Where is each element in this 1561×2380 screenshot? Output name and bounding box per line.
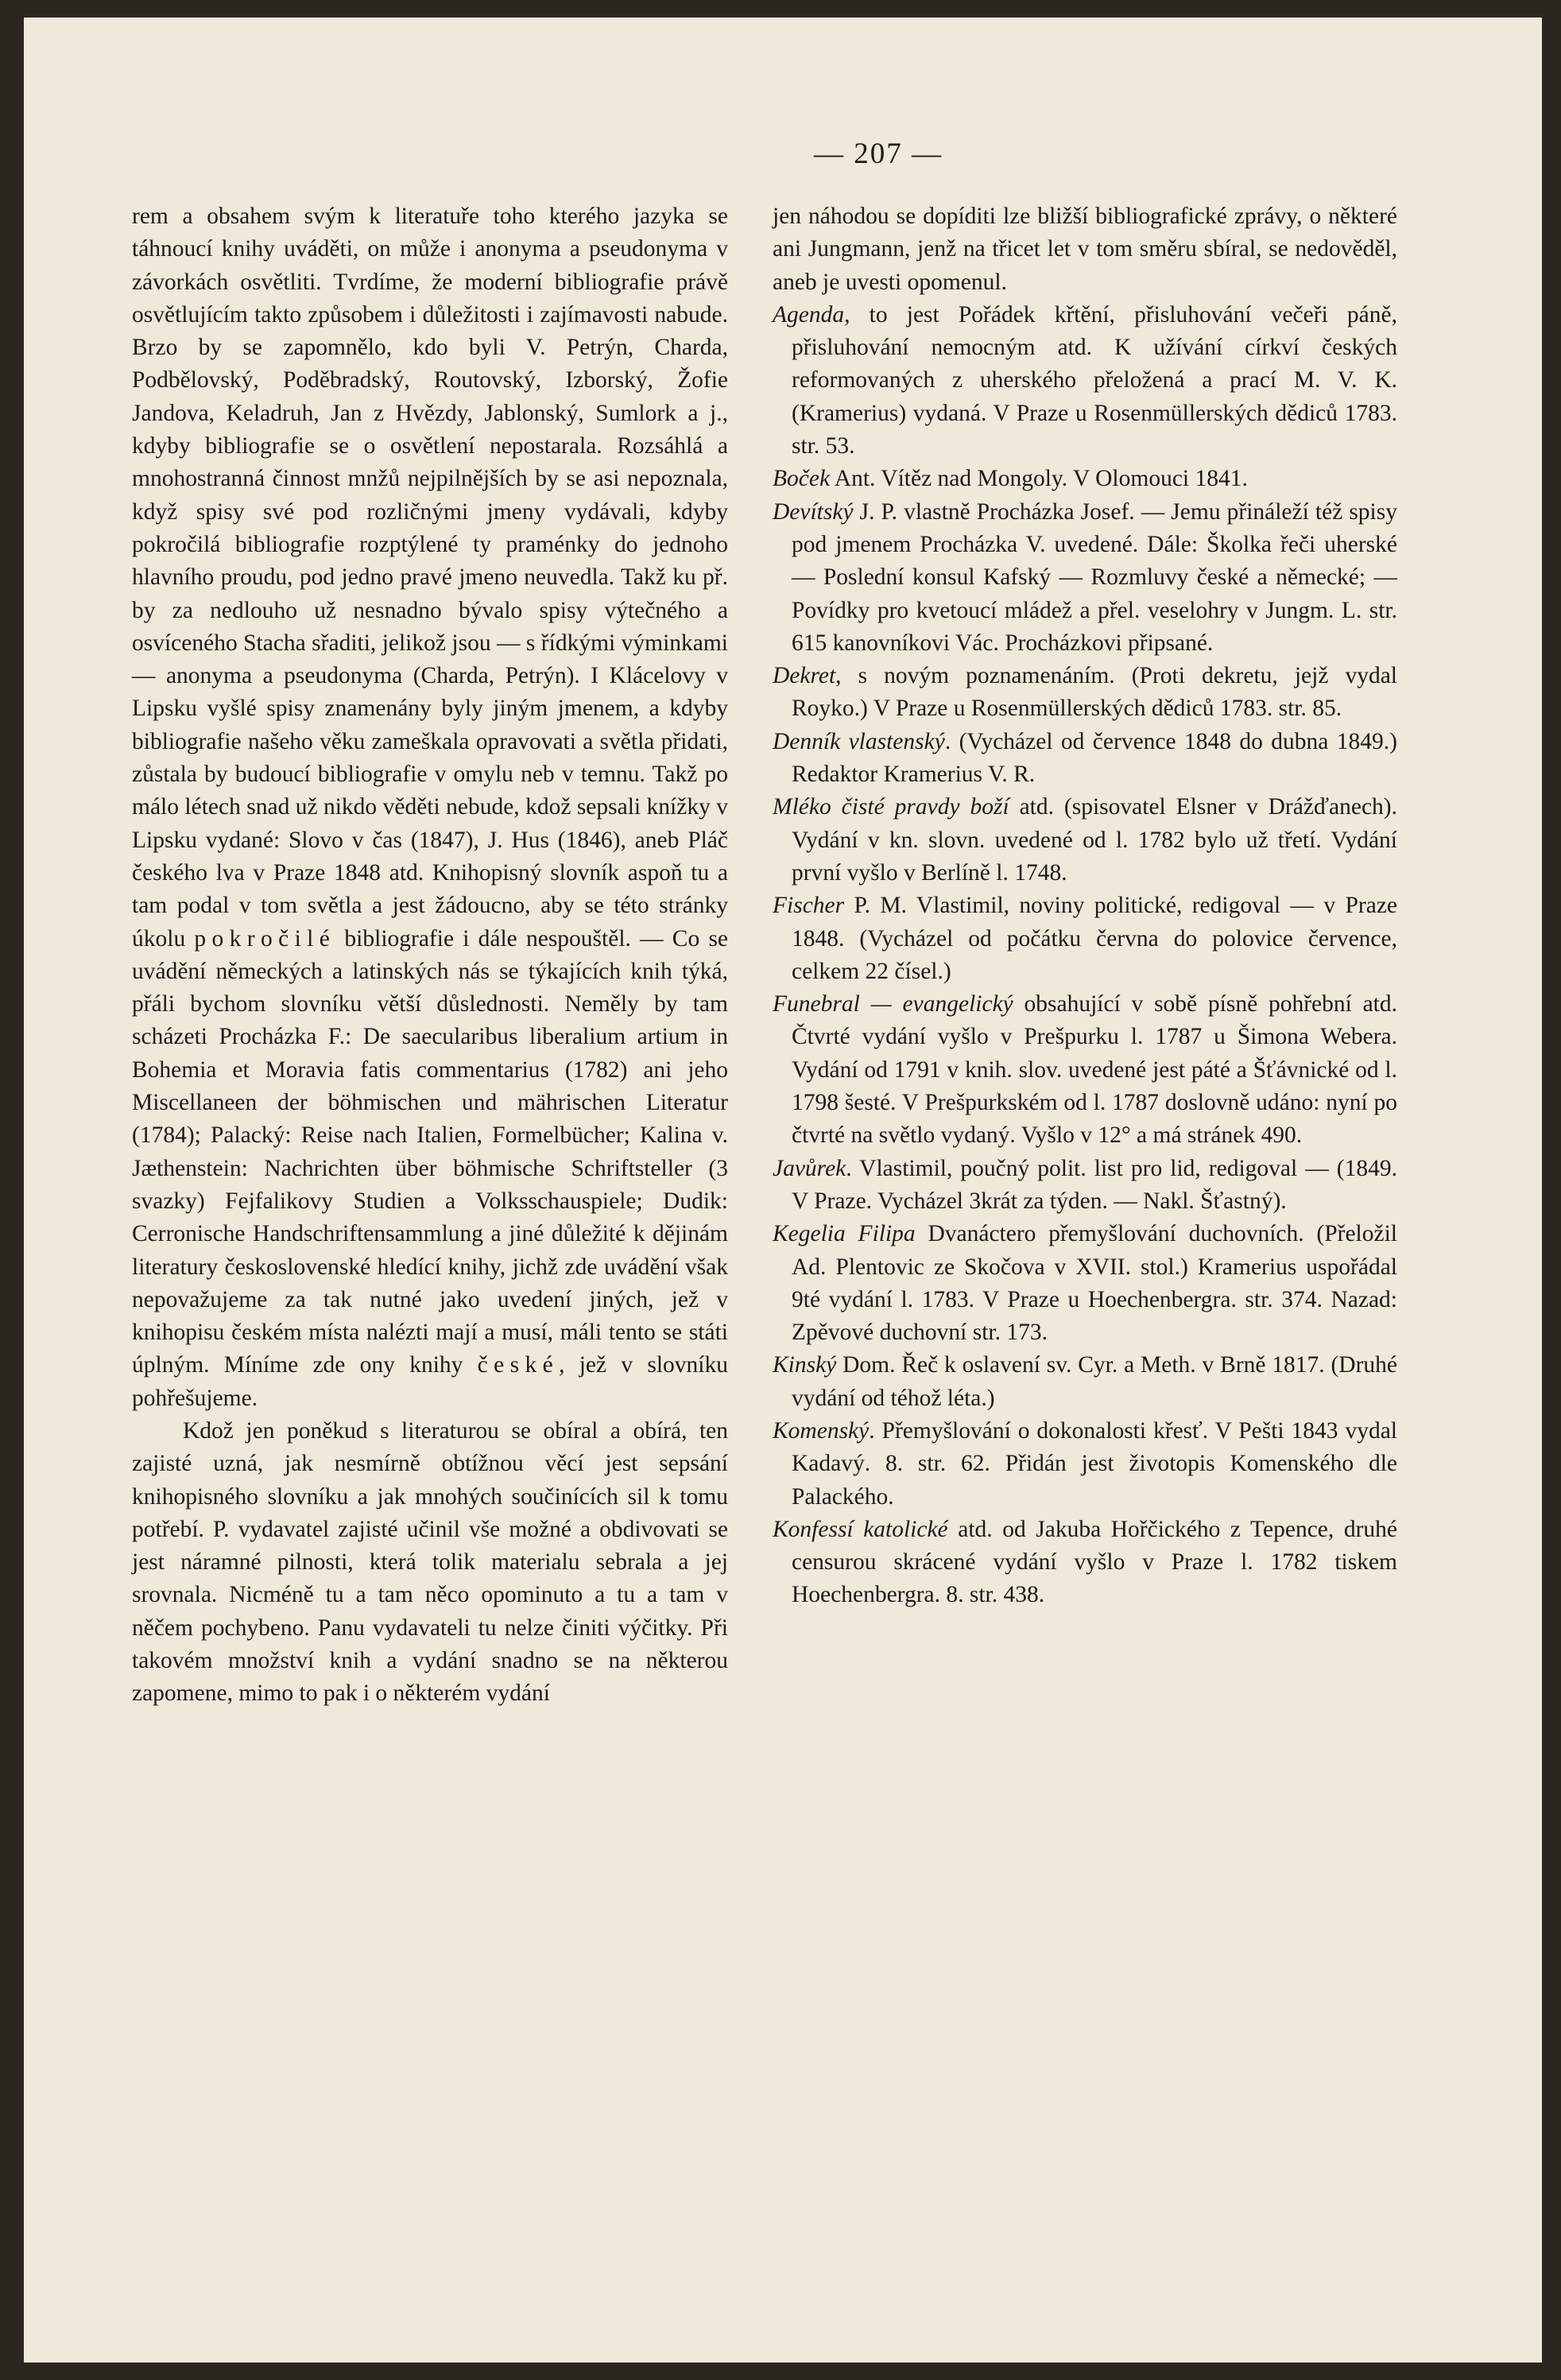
bibliography-entry — [773, 726, 1397, 792]
entry-heading: Konfessí katolické — [773, 1516, 948, 1542]
bibliography-entry — [773, 791, 1397, 890]
entry-text: Ant. Vítěz nad Mongoly. V Olomouci 1841. — [830, 466, 1248, 492]
bibliography-entry — [773, 890, 1397, 988]
entry-heading: Dekret — [773, 663, 836, 689]
document-page — [24, 17, 1542, 2363]
entry-heading: Kegelia Filipa — [773, 1221, 916, 1247]
entry-text: . Vlastimil, poučný polit. list pro lid, redigoval — (1849. V Praze. Vycházel 3krát za týden. — Nakl. Šťastný). — [792, 1155, 1397, 1214]
entry-list — [773, 299, 1397, 1612]
entry-text: atd. (spisovatel Elsner v Drážďanech). Vydání v kn. slovn. uvedené od l. 1782 bylo už třetí. Vydání první vyšlo v Berlíně l. 1748. — [792, 794, 1397, 886]
entry-heading: Devítský — [773, 498, 854, 525]
entry-text: Dvanáctero přemyšlování duchovních. (Přeložil Ad. Plentovic ze Skočova v XVII. stol.) Kramerius uspořádal 9té vydání l. 1783. V Praze u Hoechenbergra. str. 374. Nazad: Zpěvové duchovní str. 173. — [792, 1221, 1397, 1346]
entry-heading: Komenský — [773, 1417, 870, 1444]
entry-text: , s novým poznamenáním. (Proti dekretu, jejž vydal Royko.) V Praze u Rosenmüllerských dědiců 1783. str. 85. — [792, 663, 1397, 722]
bibliography-entry — [773, 1415, 1397, 1514]
bibliography-entry — [773, 463, 1397, 495]
bibliography-entry — [773, 1218, 1397, 1349]
page-number: — 207 — — [814, 138, 943, 170]
entry-heading: Kinský — [773, 1352, 837, 1378]
entry-heading: Javůrek — [773, 1155, 846, 1181]
entry-text: obsahující v sobě písně pohřební atd. Čtvrté vydání vyšlo v Prešpurku l. 1787 u Šimona Webera. Vydání od 1791 v knih. slov. uvedené jest páté a Šťávnické od l. 1798 šesté. V Prešpurkském od l. 1787 doslovně udáno: nyní po čtvrté na světlo vydaný. Vyšlo v 12° a má stránek 490. — [792, 991, 1397, 1149]
bibliography-entry — [773, 1514, 1397, 1612]
entry-heading: Boček — [773, 466, 831, 492]
bibliography-entry — [773, 1153, 1397, 1219]
paragraph: rem a obsahem svým k literatuře toho kterého jazyka se táhnoucí knihy uváděti, on může i anonyma a pseudonyma v závorkách osvětliti. Tvrdíme, že moderní bibliografie právě osvětlujícím takto způsobem i důležitosti i zajímavosti nabude. Brzo by se zapomnělo, kdo byli V. Petrýn, Charda, Podbělovský, Poděbradský, Routovský, Izborský, Žofie Jandova, Keladruh, Jan z Hvězdy, Jablonský, Sumlork a j., kdyby bibliografie se o osvětlení nepostarala. Rozsáhlá a mnohostranná činnost mnžů nejpilnějších by se asi nepoznala, když spisy své pod rozličnými jmeny vydávali, kdyby pokročilá bibliografie rozptýlené ty praménky do jednoho hlavního proudu, pod jedno pravé jmeno neuvedla. Takž ku př. by za nedlouho už nesnadno bývalo spisy výtečného a osvíceného Stacha sřaditi, jelikož jsou — s řídkými výminkami — anonyma a pseudonyma (Charda, Petrýn). I Klácelovy v Lipsku vyšlé spisy znamenány byly jiným jmenem, a kdyby bibliografie našeho věku zameškala opravovati a světla přidati, zůstala by budoucí bibliografie v omylu neb v temnu. Takž po málo létech snad už nikdo věděti nebude, kdož sepsali knížky v Lipsku vydané: Slovo v čas (1847), J. Hus (1846), aneb Pláč českého lva v Praze 1848 atd. Knihopisný slovník aspoň tu a tam podal v tom světla a jest žádoucno, aby se této stránky úkolu pokročilé bibliografie i dále nespouštěl. — Co se uvádění německých a latinských nás se týkajících knih týká, přáli bychom slovníku větší důslednosti. Neměly by tam scházeti Procházka F.: De saecularibus liberalium artium in Bohemia et Moravia fatis commentarius (1782) ani jeho Miscellaneen der böhmischen und mährischen Literatur (1784); Palacký: Reise nach Italien, Formelbücher; Kalina v. Jæthenstein: Nachrichten über böhmische Schriftsteller (3 svazky) Fejfalikovy Studien a Volksschauspiele; Dudik: Cerronische Handschriftensammlung a jiné důležité k dějinám literatury československé hledící knihy, jichž zde uvádění však nepovažujeme za tak nutné jako uvedení jiných, jež v knihopisu českém místa nalézti mají a musí, máli tento se státi úplným. Míníme zde ony knihy české, jež v slovníku pohřešujeme. — [132, 204, 729, 1411]
entry-text: J. P. vlastně Procházka Josef. — Jemu přináleží též spisy pod jmenem Procházka V. uvedené. Dále: Školka řeči uherské — Poslední konsul Kafský — Rozmluvy české a německé; — Povídky pro kvetoucí mládež a přel. veselohry v Jungm. L. str. 615 kanovníkovi Vác. Procházkovi připsané. — [792, 498, 1397, 656]
entry-heading: Mléko čisté pravdy boží — [773, 794, 1009, 820]
entry-text: . (Vycházel od července 1848 do dubna 1849.) Redaktor Kramerius V. R. — [792, 728, 1397, 788]
paragraph: Kdož jen poněkud s literaturou se obíral a obírá, ten zajisté uzná, jak nesmírně obtížnou věcí jest sepsání knihopisného slovníku a jak mnohých součinících sil k tomu potřebí. P. vydavatel zajisté učinil vše možné a obdivovati se jest náramné pilnosti, která tolik materialu sebrala a jej srovnala. Nicméně tu a tam něco opominuto a tu a tam v něčem pochybeno. Panu vydavateli tu nelze činiti výčitky. Při takovém množství knih a vydání snadno se na některou zapomene, mimo to pak i o některém vydání — [132, 1417, 728, 1707]
right-column — [773, 200, 1397, 1612]
entry-text: P. M. Vlastimil, noviny politické, redigoval — v Praze 1848. (Vycházel od počátku června do polovice července, celkem 22 čísel.) — [792, 893, 1397, 984]
bibliography-entry — [773, 660, 1397, 726]
entry-heading: Funebral — evangelický — [773, 991, 1013, 1018]
entry-text: Dom. Řeč k oslavení sv. Cyr. a Meth. v Brně 1817. (Druhé vydání od téhož léta.) — [792, 1352, 1397, 1411]
bibliography-entry — [773, 496, 1397, 660]
bibliography-entry — [773, 299, 1397, 463]
entry-text: , to jest Pořádek křtění, přisluhování večeři páně, přisluhování nemocným atd. K užívání církví českých reformovaných z uherského přeložená a prací M. V. K. (Kramerius) vydaná. V Praze u Rosenmüllerských dědiců 1783. str. 53. — [792, 301, 1397, 459]
entry-heading: Agenda — [773, 301, 845, 328]
left-column — [132, 200, 728, 1711]
bibliography-entry — [773, 1349, 1397, 1415]
entry-heading: Denník vlastenský — [773, 728, 945, 754]
entry-heading: Fischer — [773, 893, 845, 919]
paragraph: jen náhodou se dopíditi lze bližší bibliografické zprávy, o některé ani Jungmann, jenž na třicet let v tom směru sbíral, se nedověděl, aneb je uvesti opomenul. — [773, 204, 1397, 295]
bibliography-entry — [773, 988, 1397, 1152]
spaced-text: pokročilé — [194, 925, 336, 952]
entry-text: . Přemyšlování o dokonalosti křesť. V Pešti 1843 vydal Kadavý. 8. str. 62. Přidán jest životopis Komenského dle Palackého. — [792, 1417, 1397, 1510]
spaced-text: české — [477, 1352, 560, 1378]
entry-text: atd. od Jakuba Hořčického z Tepence, druhé censurou skrácené vydání vyšlo v Praze l. 1782 tiskem Hoechenbergra. 8. str. 438. — [792, 1516, 1397, 1608]
